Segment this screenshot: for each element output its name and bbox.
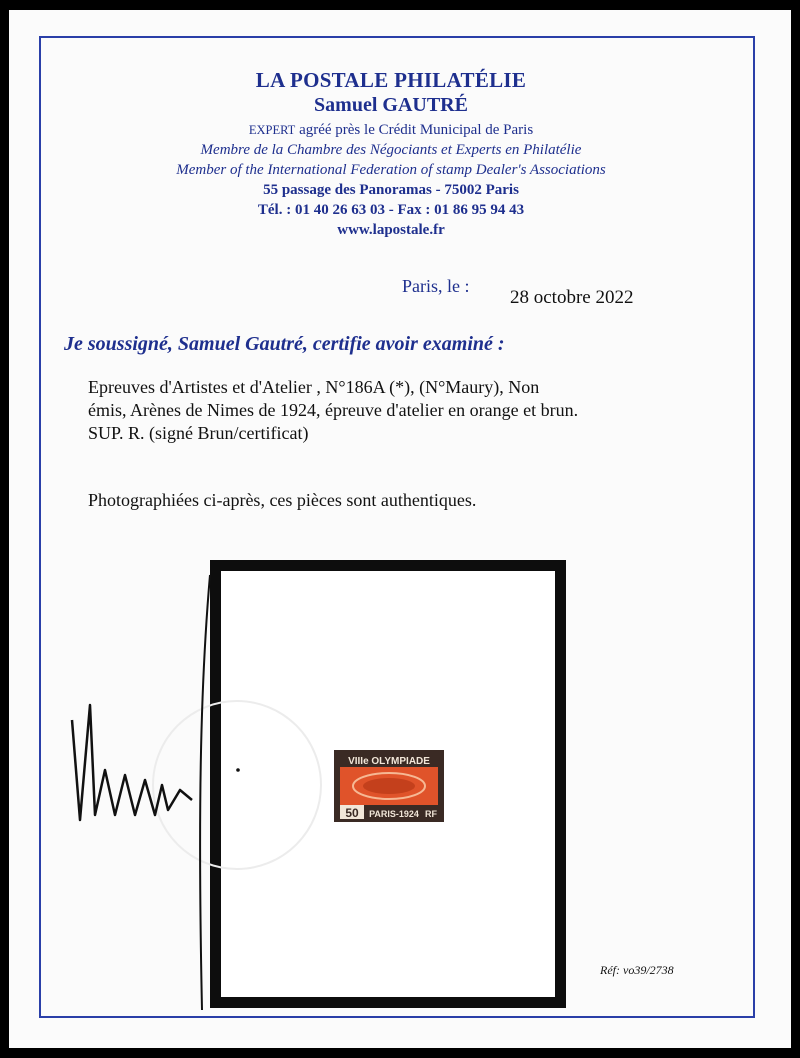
company-name: LA POSTALE PHILATÉLIE: [255, 68, 527, 92]
expert-accreditation-text: agréé près le Crédit Municipal de Paris: [295, 122, 534, 138]
reference-number: Réf: vo39/2738: [600, 963, 674, 977]
expert-accreditation: [0, 120, 782, 140]
description-line: Epreuves d'Artistes et d'Atelier , N°186A (*), (N°Maury), Non: [88, 377, 540, 397]
stamp-rf-mark: RF: [425, 809, 437, 819]
membership-french: Membre de la Chambre des Négociants et Experts en Philatélie: [200, 142, 582, 158]
description-line: émis, Arènes de Nimes de 1924, épreuve d'atelier en orange et brun.: [88, 400, 579, 420]
certificate-header: [0, 68, 782, 240]
stamp-value: 50: [345, 806, 359, 820]
description-line: SUP. R. (signé Brun/certificat): [88, 423, 309, 443]
expert-label: EXPERT: [248, 123, 296, 137]
arena-inner: [363, 778, 415, 794]
item-description: [88, 376, 728, 445]
stamp-bottom-text: PARIS-1924: [369, 809, 419, 819]
expert-name: Samuel GAUTRÉ: [314, 94, 468, 116]
website-link[interactable]: www.lapostale.fr: [337, 222, 445, 238]
certify-statement: Je soussigné, Samuel Gautré, certifie avoir examiné :: [64, 333, 505, 355]
handwritten-signature: [50, 570, 240, 1020]
signature-stroke: [200, 575, 210, 1010]
certificate-date: 28 octobre 2022: [510, 287, 634, 308]
olympic-stamp-image: [334, 750, 444, 822]
place-label: Paris, le :: [402, 276, 470, 296]
signature-scribble: [72, 705, 192, 820]
authenticity-statement: Photographiées ci-après, ces pièces sont authentiques.: [88, 490, 477, 510]
signature-dot: [236, 768, 240, 772]
address-line: 55 passage des Panoramas - 75002 Paris: [263, 182, 519, 198]
phone-fax-line: Tél. : 01 40 26 63 03 - Fax : 01 86 95 94 43: [257, 202, 525, 218]
stamp-top-text: VIIIe OLYMPIADE: [348, 756, 430, 767]
membership-english: Member of the International Federation of stamp Dealer's Associations: [176, 162, 606, 178]
